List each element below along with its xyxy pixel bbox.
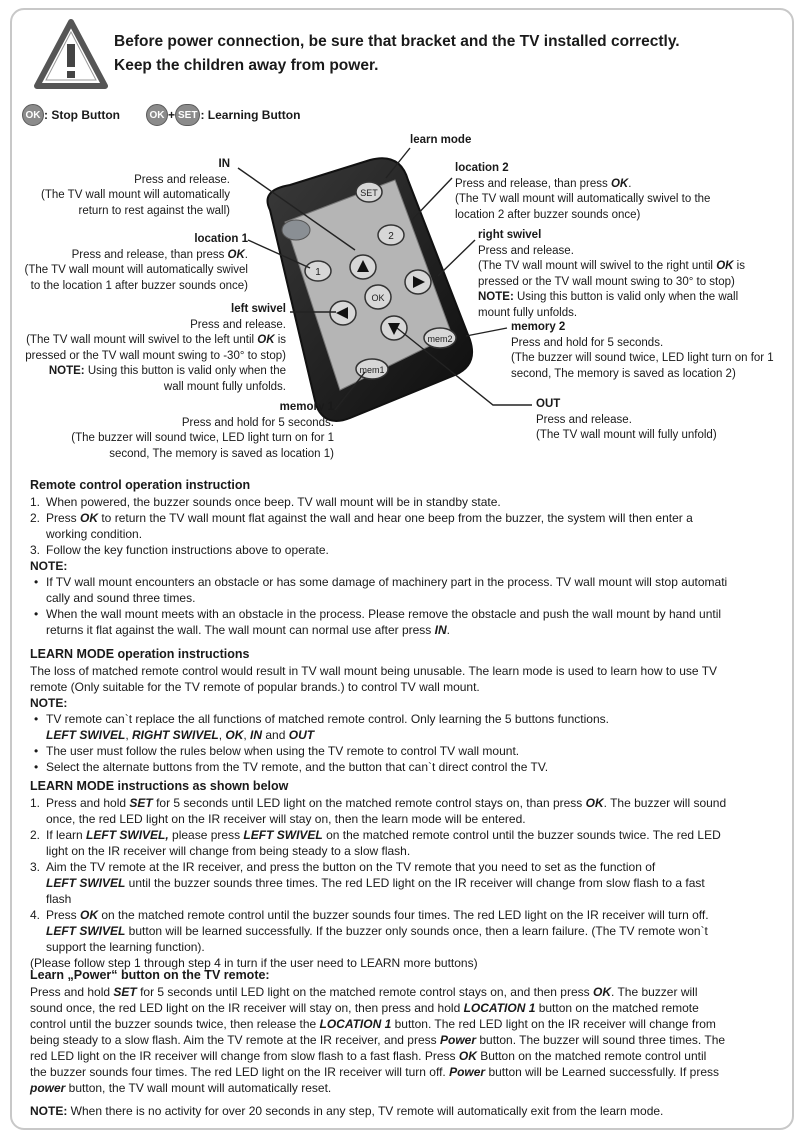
leader-in xyxy=(238,168,355,250)
list-item: 1. Press and hold SET for 5 seconds until LED light on the matched remote control stays on, than press OK. The buzzer will sound once, the red LED light on the IR receiver will stay on, then the learn mode will be entered. xyxy=(30,796,727,826)
list-item: 2. If learn LEFT SWIVEL, please press LEFT SWIVEL on the matched remote control until the buzzer sounds twice. The red LED light on the IR receiver will change from being steady to a slow flash. xyxy=(30,828,721,858)
memory-2-key-label: mem2 xyxy=(427,334,453,344)
paragraph: (Please follow step 1 through step 4 in turn if the user need to LEARN more buttons) xyxy=(30,956,478,970)
note-label: NOTE: xyxy=(30,559,68,573)
paragraph: being steady to a slow flash. Aim the TV remote at the IR receiver, and press Power button. The buzzer will sound three times. The xyxy=(30,1033,726,1047)
learn-steps-section xyxy=(30,777,778,971)
list-item: 4. Press OK on the matched remote control until the buzzer sounds four times. The red LED light on the IR receiver will turn off. LEFT SWIVEL button will be learned successfully. If the buzzer only sounds once, then a learn failure. (The TV remote won`t support the learning function). xyxy=(30,908,709,954)
leader-right-swivel xyxy=(438,240,475,276)
paragraph: remote (Only suitable for the TV remote of popular brands.) to control TV wall mount. xyxy=(30,680,480,694)
list-item: • TV remote can`t replace the all functions of matched remote control. Only learning the 5 buttons functions. LEFT SWIVEL, RIGHT SWIVEL, OK, IN and OUT xyxy=(34,712,609,742)
plus-sign: + xyxy=(168,108,176,122)
section-heading: Learn „Power“ button on the TV remote: xyxy=(30,968,270,982)
learn-operation-section xyxy=(30,645,778,775)
paragraph: The loss of matched remote control would result in TV wall mount being unusable. The learn mode is used to learn how to use TV xyxy=(30,664,718,678)
leader-memory-2 xyxy=(466,328,507,336)
callout-in: IN Press and release. (The TV wall mount will automatically return to rest against the wall) xyxy=(41,158,230,217)
memory-1-key-label: mem1 xyxy=(359,365,385,375)
section-heading: Remote control operation instruction xyxy=(30,478,251,492)
callout-location-1: location 1 Press and release, than press OK. (The TV wall mount will automatically swivel to the location 1 after buzzer sounds once) xyxy=(24,233,248,292)
callout-memory-2: memory 2 Press and hold for 5 seconds. (The buzzer will sound twice, LED light turn on for 1 second, The memory is saved as location 2) xyxy=(511,321,774,380)
ok-badge: OK xyxy=(146,104,168,126)
callout-out: OUT Press and release. (The TV wall mount will fully unfold) xyxy=(536,398,717,441)
list-item: • If TV wall mount encounters an obstacle or has some damage of machinery part in the process. TV wall mount will stop automati cally and sound three times. xyxy=(34,575,728,605)
location-1-key-label: 1 xyxy=(315,267,321,278)
ok-key-label: OK xyxy=(371,293,385,303)
callout-memory-1: memory 1 Press and hold for 5 seconds. (The buzzer will sound twice, LED light turn on for 1 second, The memory is saved as location 1) xyxy=(71,401,334,460)
leader-learn-mode xyxy=(386,148,410,178)
callout-learn-mode: learn mode xyxy=(410,134,472,146)
paragraph: power button, the TV wall mount will automatically reset. xyxy=(30,1081,332,1095)
list-item: 2. Press OK to return the TV wall mount flat against the wall and hear one beep from the buzzer, the system will then enter a working condition. xyxy=(30,511,693,541)
set-key-label: SET xyxy=(360,188,378,198)
list-item: 3. Aim the TV remote at the IR receiver, and press the button on the TV remote that you need to set as the function of LEFT SWIVEL until the buzzer sounds three times. The red LED light on the IR receiver will change from slow flash to a fast flash xyxy=(30,860,705,906)
leader-memory-1 xyxy=(335,372,365,410)
paragraph: sound once, the red LED light on the IR receiver will stay on, then press and hold LOCATION 1 button on the matched remote xyxy=(30,1001,699,1015)
list-item: • Select the alternate buttons from the TV remote, and the button that can`t direct control the TV. xyxy=(34,760,549,774)
list-item: 1. When powered, the buzzer sounds once beep. TV wall mount will be in standby state. xyxy=(30,495,501,509)
learn-power-section xyxy=(30,966,778,1096)
section-heading: LEARN MODE operation instructions xyxy=(30,647,250,661)
leader-location-2 xyxy=(412,178,452,220)
final-note: NOTE: When there is no activity for over 20 seconds in any step, TV remote will automatically exit from the learn mode. xyxy=(30,1104,664,1118)
warning-line-1: Before power connection, be sure that bracket and the TV installed correctly. xyxy=(114,33,680,50)
list-item: • When the wall mount meets with an obstacle in the process. Please remove the obstacle and push the wall mount by hand until returns it flat against the wall. The wall mount can normal use after press IN. xyxy=(34,607,722,637)
learning-label: : Learning Button xyxy=(200,108,301,122)
location-2-key-label: 2 xyxy=(388,231,394,242)
callout-location-2: location 2 Press and release, than press OK. (The TV wall mount will automatically swivel to the location 2 after buzzer sounds once) xyxy=(455,162,711,221)
paragraph: the buzzer sounds four times. The red LED light on the IR receiver will turn off. Power button will be Learned successfully. If press xyxy=(30,1065,720,1079)
set-badge: SET xyxy=(175,104,200,126)
callout-left-swivel: left swivel Press and release. (The TV wall mount will swivel to the left until OK is pressed or the TV wall mount swing to -30° to stop) NOTE: Using this button is valid only when the wall mount fully unfolds. xyxy=(25,303,286,393)
section-heading: LEARN MODE instructions as shown below xyxy=(30,779,289,793)
ok-badge: OK xyxy=(22,104,44,126)
callout-right-swivel: right swivel Press and release. (The TV wall mount will swivel to the right until OK is pressed or the TV wall mount swing to 30° to stop) NOTE: Using this button is valid only when the wall mount fully unfolds. xyxy=(478,229,745,319)
list-item: 3. Follow the key function instructions above to operate. xyxy=(30,543,329,557)
paragraph: red LED light on the IR receiver will change from slow flash to a fast flash. Press OK Button on the matched remote control until xyxy=(30,1049,707,1063)
note-label: NOTE: xyxy=(30,696,68,710)
paragraph: control until the buzzer sounds twice, then release the LOCATION 1 button. The red LED light on the IR receiver will change from xyxy=(30,1017,716,1031)
stop-label: : Stop Button xyxy=(44,108,120,122)
list-item: • The user must follow the rules below when using the TV remote to control TV wall mount. xyxy=(34,744,520,758)
leader-location-1 xyxy=(248,240,310,268)
remote-operation-section xyxy=(30,476,778,638)
paragraph: Press and hold SET for 5 seconds until LED light on the matched remote control stays on, and then press OK. The buzzer will xyxy=(30,985,698,999)
warning-line-2: Keep the children away from power. xyxy=(114,57,379,74)
